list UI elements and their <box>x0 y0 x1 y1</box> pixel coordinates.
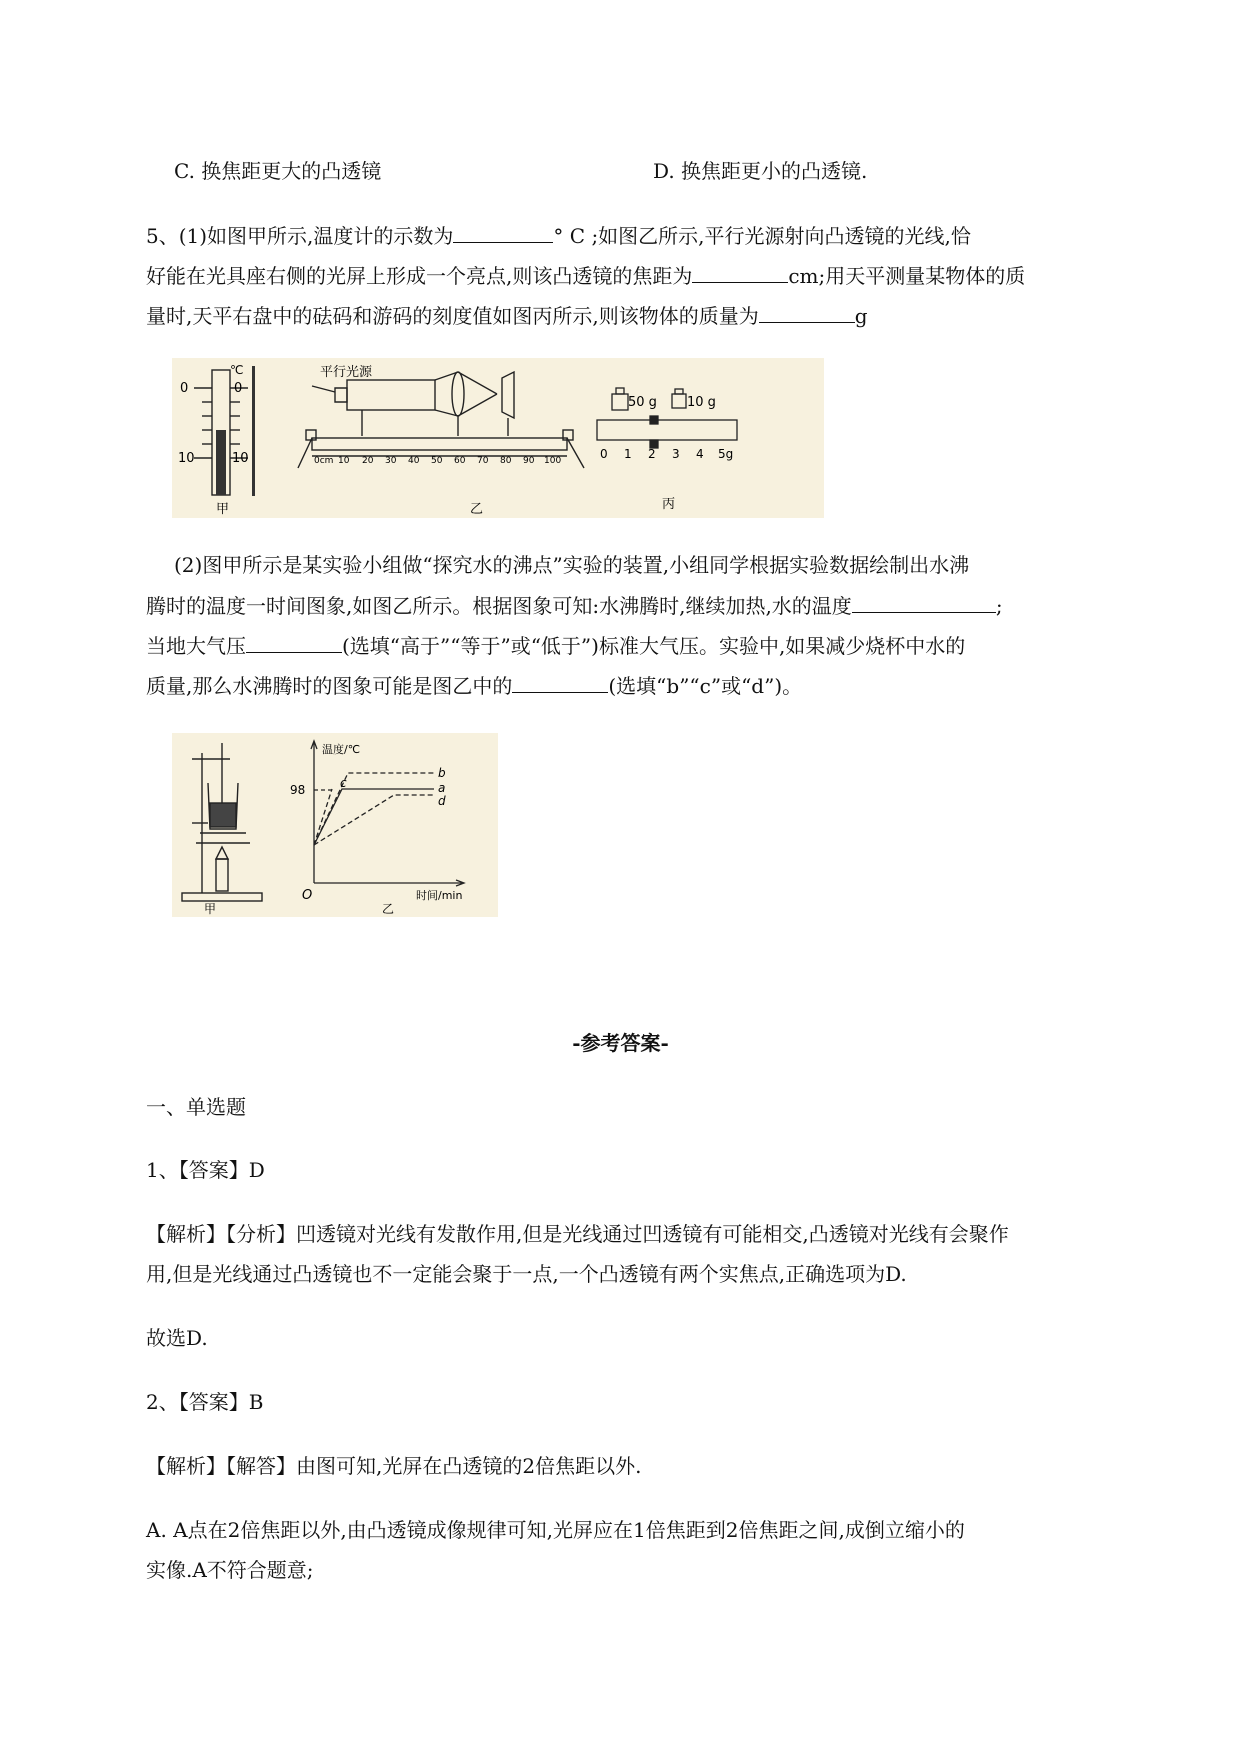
label-jia: 甲 <box>216 502 230 517</box>
bench-tick: 100 <box>544 456 562 466</box>
thermometer-icon <box>194 366 255 496</box>
thermo-unit: ℃ <box>230 363 244 377</box>
bench-tick: 70 <box>477 456 489 466</box>
weight-50g: 50 g <box>628 395 657 410</box>
answer-blank <box>246 630 342 653</box>
label-yi: 乙 <box>470 502 484 517</box>
graph-y98: 98 <box>290 783 306 797</box>
q5-text: 质量,那么水沸腾时的图象可能是图乙中的 <box>146 674 513 698</box>
bench-tick: 50 <box>431 456 443 466</box>
answer-blank <box>512 670 608 693</box>
graph-xlabel: 时间/min <box>416 889 463 902</box>
scale-tick: 1 <box>624 447 632 461</box>
section-heading: 一、单选题 <box>146 1095 246 1119</box>
scale-tick: 4 <box>696 447 704 461</box>
curve-c-label: c <box>340 776 347 790</box>
q5-text: 好能在光具座右侧的光屏上形成一个亮点,则该凸透镜的焦距为 <box>146 264 693 288</box>
q5-part1-line3 <box>146 300 868 331</box>
answer-blank <box>453 220 553 243</box>
figure-1-drawing <box>172 358 824 518</box>
label-yi: 乙 <box>382 902 395 916</box>
graph-origin: O <box>302 888 313 903</box>
answer-2-title: 2、【答案】B <box>146 1390 264 1414</box>
answer-blank <box>852 590 996 613</box>
q5-text: g <box>854 304 868 328</box>
q5-text: ; <box>995 594 1003 618</box>
label-jia: 甲 <box>204 902 217 916</box>
bench-tick: 90 <box>523 456 535 466</box>
scale-tick: 3 <box>672 447 680 461</box>
answer-1-title: 1、【答案】D <box>146 1158 265 1182</box>
q5-text: 5、(1)如图甲所示,温度计的示数为 <box>146 224 454 248</box>
q5-text: 腾时的温度一时间图象,如图乙所示。根据图象可知:水沸腾时,继续加热,水的温度 <box>146 594 852 618</box>
figure-thermometer-lens-balance <box>172 358 824 518</box>
figure-boiling-experiment <box>172 733 498 917</box>
option-d: D. 换焦距更小的凸透镜. <box>653 159 868 183</box>
light-source-label: 平行光源 <box>320 365 373 380</box>
q5-text: ° C ;如图乙所示,平行光源射向凸透镜的光线,恰 <box>553 224 971 248</box>
boiling-apparatus-icon <box>182 743 262 901</box>
answer-1-line1: 【解析】【分析】凹透镜对光线有发散作用,但是光线通过凹透镜有可能相交,凸透镜对光线有会聚作 <box>146 1222 1009 1246</box>
label-bing: 丙 <box>662 497 676 512</box>
figure-2-drawing <box>172 733 498 917</box>
q5-part1-line1 <box>146 220 971 251</box>
answer-blank <box>759 300 855 323</box>
thermo-tick: 10 <box>232 451 249 466</box>
optical-bench-icon <box>298 372 584 468</box>
q5-text: 量时,天平右盘中的砝码和游码的刻度值如图丙所示,则该物体的质量为 <box>146 304 759 328</box>
q5-text: (选填“高于”“等于”或“低于”)标准大气压。实验中,如果减少烧杯中水的 <box>342 634 966 658</box>
bench-tick: 0cm <box>314 456 334 466</box>
q5-text: (选填“b”“c”或“d”)。 <box>608 674 803 698</box>
graph-ylabel: 温度/℃ <box>322 743 361 756</box>
scale-tick: 5g <box>718 447 734 461</box>
answer-blank <box>692 260 788 283</box>
answer-2-line3: 实像.A不符合题意; <box>146 1558 314 1582</box>
answer-2-line1: 【解析】【解答】由图可知,光屏在凸透镜的2倍焦距以外. <box>146 1454 642 1478</box>
thermo-tick: 0 <box>234 381 243 396</box>
thermo-tick: 0 <box>180 381 189 396</box>
bench-tick: 60 <box>454 456 466 466</box>
temperature-time-graph <box>311 741 464 886</box>
answer-1-line2: 用,但是光线通过凸透镜也不一定能会聚于一点,一个凸透镜有两个实焦点,正确选项为D. <box>146 1262 907 1286</box>
bench-tick: 30 <box>385 456 397 466</box>
q5-part2-line3 <box>146 630 965 661</box>
q5-part1-line2 <box>146 260 1025 291</box>
thermo-tick: 10 <box>178 451 195 466</box>
curve-a-label: a <box>438 781 446 795</box>
option-c: C. 换焦距更大的凸透镜 <box>174 159 382 183</box>
curve-d-label: d <box>438 794 446 808</box>
q5-part2-line2 <box>146 590 1003 621</box>
scale-tick: 0 <box>600 447 608 461</box>
answer-1-line3: 故选D. <box>146 1326 208 1350</box>
bench-tick: 80 <box>500 456 512 466</box>
answers-heading: -参考答案- <box>572 1031 669 1055</box>
q5-text: cm;用天平测量某物体的质 <box>788 264 1026 288</box>
curve-b-label: b <box>438 766 446 780</box>
scale-tick: 2 <box>648 447 656 461</box>
bench-tick: 20 <box>362 456 374 466</box>
q5-part2-line1: (2)图甲所示是某实验小组做“探究水的沸点”实验的装置,小组同学根据实验数据绘制出水沸 <box>174 553 970 577</box>
q5-part2-line4 <box>146 670 802 701</box>
q5-text: 当地大气压 <box>146 634 246 658</box>
bench-tick: 10 <box>338 456 350 466</box>
rider-scale-icon <box>597 416 737 448</box>
answer-2-line2: A. A点在2倍焦距以外,由凸透镜成像规律可知,光屏应在1倍焦距到2倍焦距之间,成倒立缩小的 <box>146 1518 965 1542</box>
weight-10g: 10 g <box>687 395 716 410</box>
bench-tick: 40 <box>408 456 420 466</box>
